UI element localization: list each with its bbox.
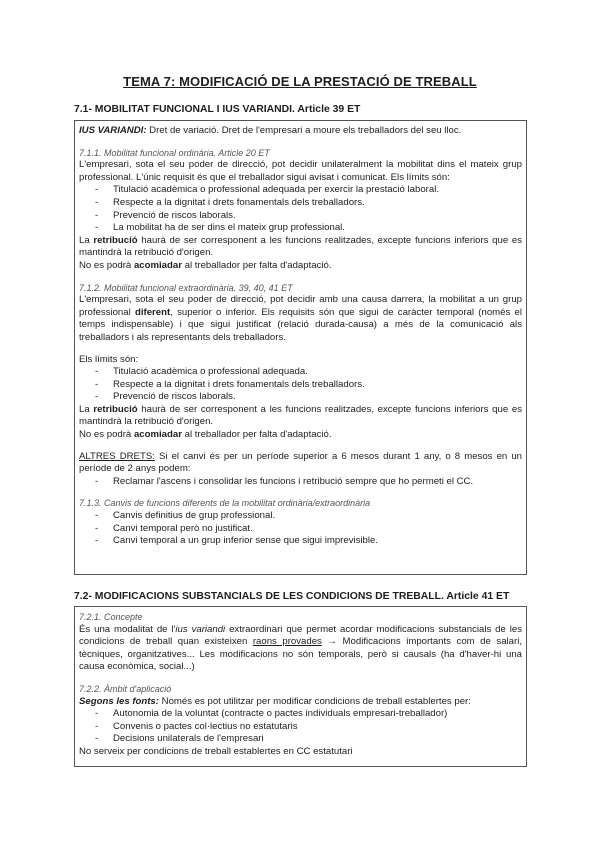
text-run: No es podrà [79, 429, 134, 441]
text-run: → Modificacions importants com de salari, tècniques, organitzatives... Les modificacions no són temporals, però si causals (ha d'haver-hi una causa econòmica, social...) [79, 636, 522, 673]
other-rights [79, 451, 522, 476]
list-item: - Canvi temporal a un grup inferior sense que sigui imprevisible. [93, 535, 522, 548]
text-run: haurà de ser corresponent a les funcions realitzades, excepte funcions inferiors que es mantindrà la retribució d'origen. [79, 234, 522, 259]
ordinary-intro: L'empresari, sota el seu poder de direcció, pot decidir unilateralment la mobilitat dins el mateix grup professional. L'únic requisit és que el treballador sigui avisat i comunicat. Els límits són: [79, 159, 522, 183]
text-run: És una modalitat de l' [79, 623, 176, 635]
list-item: - Respecte a la dignitat i drets fonamentals dels treballadors. [93, 379, 522, 392]
list-item: - Convenis o pactes col·lectius no estatutaris [93, 721, 522, 734]
ius-variandi-definition [79, 125, 522, 138]
section-1-heading: 7.1- MOBILITAT FUNCIONAL I IUS VARIANDI. Article 39 ET [74, 104, 361, 115]
other-rights-list [79, 476, 522, 489]
underlined-text: raons provades [252, 636, 322, 648]
list-item: - Reclamar l'ascens i consolidar les funcions i retribució sempre que ho permeti el CC. [93, 476, 522, 489]
text-run: extraordinari que permet acordar modificacions substancials de les condicions de treball quan existeixen [79, 623, 523, 648]
text-run: haurà de ser corresponent a les funcions realitzades, excepte funcions inferiors que es mantindrà la retribució d'origen. [79, 403, 522, 428]
text-run: Si el canvi és per un període superior a 6 mesos durant 1 any, o 8 mesos en un període de 2 anys podem: [79, 450, 522, 475]
list-item: - La mobilitat ha de ser dins el mateix grup professional. [93, 222, 522, 235]
scope-list [79, 708, 522, 746]
ius-variandi-text: Dret de variació. Dret de l'empresari a moure els treballadors del seu lloc. [146, 125, 462, 136]
text-run: La [79, 234, 94, 246]
ordinary-limits-list [79, 184, 522, 234]
section-1-box [74, 120, 527, 575]
ordinary-retribution [79, 235, 522, 260]
ordinary-dismissal [79, 260, 522, 273]
bold-text: retribució [93, 403, 138, 415]
concept-subheading: 7.2.1. Concepte [79, 612, 143, 622]
bold-text: diferent [135, 306, 171, 318]
bold-text: acomiadar [133, 259, 182, 271]
scope-note: No serveix per condicions de treball establertes en CC estatutari [79, 745, 353, 757]
list-item: - Titulació acadèmica o professional adequada. [93, 366, 522, 379]
section-2-box [74, 606, 527, 767]
scope-sources [79, 696, 522, 709]
extraordinary-limits-label: Els límits són: [79, 353, 139, 365]
concept-text [79, 624, 522, 674]
list-item: - Autonomia de la voluntat (contracte o pactes individuals empresari-treballador) [93, 708, 522, 721]
ius-variandi-label: IUS VARIANDI: [79, 125, 147, 136]
italic-text: ius variandi [175, 623, 226, 635]
extraordinary-limits-list [79, 366, 522, 404]
scope-subheading: 7.2.2. Àmbit d'aplicació [79, 683, 172, 694]
list-item: - Canvis definitius de grup professional. [93, 510, 522, 523]
text-run: L'empresari, sota el seu poder de direcció, pot decidir amb una causa darrera, la mobilitat a un grup professional [79, 294, 522, 318]
sources-label: Segons les fonts: [79, 695, 159, 707]
function-changes-subheading: 7.1.3. Canvis de funcions diferents de la mobilitat ordinària/extraordinària [79, 498, 371, 509]
section-2-heading: 7.2- MODIFICACIONS SUBSTANCIALS DE LES CONDICIONS DE TREBALL. Article 41 ET [74, 591, 510, 602]
extraordinary-mobility-subheading: 7.1.2. Mobilitat funcional extraordinària. 39, 40, 41 ET [79, 282, 293, 293]
extraordinary-dismissal [79, 429, 522, 442]
list-item: - Prevenció de riscos laborals. [93, 391, 522, 404]
text-run: No es podrà [79, 259, 134, 271]
extraordinary-retribution [79, 404, 522, 429]
other-rights-label: ALTRES DRETS: [79, 450, 155, 462]
list-item: - Titulació acadèmica o professional adequada per exercir la prestació laboral. [93, 184, 522, 197]
ordinary-mobility-subheading: 7.1.1. Mobilitat funcional ordinària. Article 20 ET [79, 147, 270, 158]
list-item: - Decisions unilaterals de l'empresari [93, 733, 522, 746]
function-changes-list [79, 510, 522, 548]
text-run: , superior o inferior. Els requisits són que sigui de caràcter temporal (només el temps indispensable) i que sigui justificat (relació durada-causa) a més de la comunicació als treballadors i als representants dels treballadors. [79, 306, 523, 343]
list-item: - Canvi temporal però no justificat. [93, 523, 522, 536]
bold-text: acomiadar [133, 429, 182, 441]
extraordinary-intro [79, 294, 522, 344]
bold-text: retribució [93, 234, 138, 246]
text-run: al treballador per falta d'adaptació. [181, 259, 332, 271]
list-item: - Prevenció de riscos laborals. [93, 210, 522, 223]
text-run: Només es pot utilitzar per modificar condicions de treball establertes per: [158, 695, 471, 707]
list-item: - Respecte a la dignitat i drets fonamentals dels treballadors. [93, 197, 522, 210]
page-title: TEMA 7: MODIFICACIÓ DE LA PRESTACIÓ DE TREBALL [123, 74, 477, 89]
text-run: al treballador per falta d'adaptació. [181, 429, 332, 441]
text-run: La [79, 403, 94, 415]
